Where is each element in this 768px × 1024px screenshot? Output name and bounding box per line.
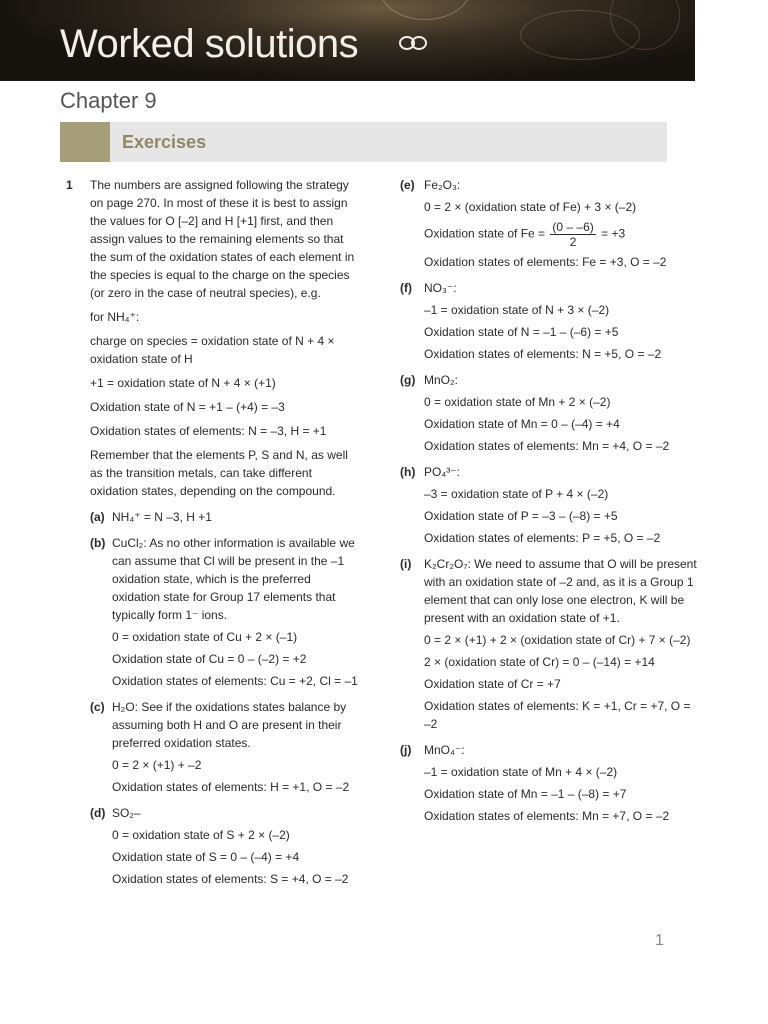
part-a — [66, 508, 358, 526]
left-column — [66, 176, 358, 892]
part-label: (c) — [90, 700, 105, 714]
fraction-numerator: (0 – –6) — [552, 220, 594, 234]
part-line: PO₄³⁻: — [424, 465, 460, 479]
part-line: Oxidation states of elements: Fe = +3, O = –2 — [424, 255, 667, 269]
part-line: Oxidation state of Cu = 0 – (–2) = +2 — [112, 652, 307, 666]
banner-decoration — [380, 0, 470, 20]
part-line: MnO₄⁻: — [424, 743, 465, 757]
fraction-denominator: 2 — [569, 235, 577, 249]
question-intro: The numbers are assigned following the strategy on page 270. In most of these it is best to assign the values for O [–2] and H [+1] first, and then assign values to the remaining elements so that the sum of the oxidation states of each element in the species is equal to the charge on the species (or zero in the case of neutral species), e.g. — [90, 178, 355, 300]
part-line: Fe₂O₃: — [424, 178, 461, 192]
part-line: NH₄⁺ = N –3, H +1 — [112, 510, 212, 524]
part-label: (i) — [400, 557, 412, 571]
part-g — [400, 371, 700, 455]
page-number: 1 — [655, 932, 664, 949]
part-c — [66, 698, 358, 796]
part-line: 0 = 2 × (+1) + –2 — [112, 758, 202, 772]
part-line: 0 = 2 × (+1) + 2 × (oxidation state of Cr) + 7 × (–2) — [424, 633, 691, 647]
header-banner — [0, 0, 695, 81]
section-title: Exercises — [122, 132, 207, 152]
part-line: 0 = 2 × (oxidation state of Fe) + 3 × (–2) — [424, 200, 637, 214]
part-line: K₂Cr₂O₇: We need to assume that O will be present with an oxidation state of –2 and, as it is a Group 1 element that can only lose one electron, K will be present with an oxidation state of +1. — [424, 557, 697, 625]
example-line: +1 = oxidation state of N + 4 × (+1) — [90, 376, 276, 390]
part-line: H₂O: See if the oxidations states balance by assuming both H and O are present in their preferred oxidation states. — [112, 700, 347, 750]
part-line: 2 × (oxidation state of Cr) = 0 – (–14) = +14 — [424, 655, 655, 669]
part-line: CuCl₂: As no other information is available we can assume that Cl will be present in the –1 oxidation state, which is the preferred oxidation state for Group 17 elements that typically form 1⁻ ions. — [112, 536, 355, 622]
part-line: NO₃⁻: — [424, 281, 457, 295]
fraction — [550, 220, 595, 249]
part-line: Oxidation state of Cr = +7 — [424, 677, 561, 691]
part-label: (j) — [400, 743, 412, 757]
part-label: (b) — [90, 536, 106, 550]
fraction-prefix: Oxidation state of Fe = — [424, 226, 546, 241]
part-line: Oxidation states of elements: Mn = +7, O = –2 — [424, 809, 670, 823]
part-line: Oxidation states of elements: K = +1, Cr = +7, O = –2 — [424, 699, 691, 731]
part-line: Oxidation states of elements: Cu = +2, Cl = –1 — [112, 674, 358, 688]
part-j — [400, 741, 700, 825]
part-b — [66, 534, 358, 690]
part-line: 0 = oxidation state of S + 2 × (–2) — [112, 828, 290, 842]
fraction-line — [424, 220, 700, 249]
part-label: (d) — [90, 806, 106, 820]
example-line: Oxidation states of elements: N = –3, H = +1 — [90, 424, 327, 438]
part-label: (g) — [400, 373, 416, 387]
part-line: Oxidation states of elements: P = +5, O = –2 — [424, 531, 661, 545]
part-line: Oxidation states of elements: S = +4, O = –2 — [112, 872, 349, 886]
part-label: (h) — [400, 465, 416, 479]
page-title: Worked solutions — [60, 22, 359, 66]
part-line: Oxidation states of elements: H = +1, O = –2 — [112, 780, 350, 794]
example-line: charge on species = oxidation state of N + 4 × oxidation state of H — [90, 334, 335, 366]
part-label: (a) — [90, 510, 105, 524]
part-line: MnO₂: — [424, 373, 458, 387]
part-d — [66, 804, 358, 888]
part-line: –1 = oxidation state of Mn + 4 × (–2) — [424, 765, 618, 779]
part-f — [400, 279, 700, 363]
part-e — [400, 176, 700, 271]
fraction-suffix: = +3 — [601, 226, 626, 241]
part-line: –3 = oxidation state of P + 4 × (–2) — [424, 487, 609, 501]
example-head: for NH₄⁺: — [90, 310, 140, 324]
part-line: Oxidation state of N = –1 – (–6) = +5 — [424, 325, 619, 339]
part-line: SO₂– — [112, 806, 141, 820]
part-label: (f) — [400, 281, 412, 295]
section-color-block — [60, 122, 110, 162]
example-line: Remember that the elements P, S and N, as well as the transition metals, can take different oxidation states, depending on the compound. — [90, 448, 348, 498]
part-line: Oxidation state of Mn = 0 – (–4) = +4 — [424, 417, 620, 431]
part-i — [400, 555, 700, 733]
part-label: (e) — [400, 178, 415, 192]
question-number: 1 — [66, 178, 73, 192]
part-line: –1 = oxidation state of N + 3 × (–2) — [424, 303, 610, 317]
part-line: 0 = oxidation state of Cu + 2 × (–1) — [112, 630, 298, 644]
right-column — [400, 176, 700, 833]
example-line: Oxidation state of N = +1 – (+4) = –3 — [90, 400, 285, 414]
section-bar — [60, 122, 667, 162]
part-line: Oxidation states of elements: Mn = +4, O = –2 — [424, 439, 670, 453]
part-line: Oxidation state of Mn = –1 – (–8) = +7 — [424, 787, 627, 801]
part-h — [400, 463, 700, 547]
part-line: Oxidation state of P = –3 – (–8) = +5 — [424, 509, 618, 523]
question-1 — [66, 176, 358, 500]
chapter-heading: Chapter 9 — [60, 88, 157, 113]
part-line: 0 = oxidation state of Mn + 2 × (–2) — [424, 395, 611, 409]
ornament-icon — [398, 34, 428, 52]
part-line: Oxidation states of elements: N = +5, O = –2 — [424, 347, 662, 361]
part-line: Oxidation state of S = 0 – (–4) = +4 — [112, 850, 300, 864]
